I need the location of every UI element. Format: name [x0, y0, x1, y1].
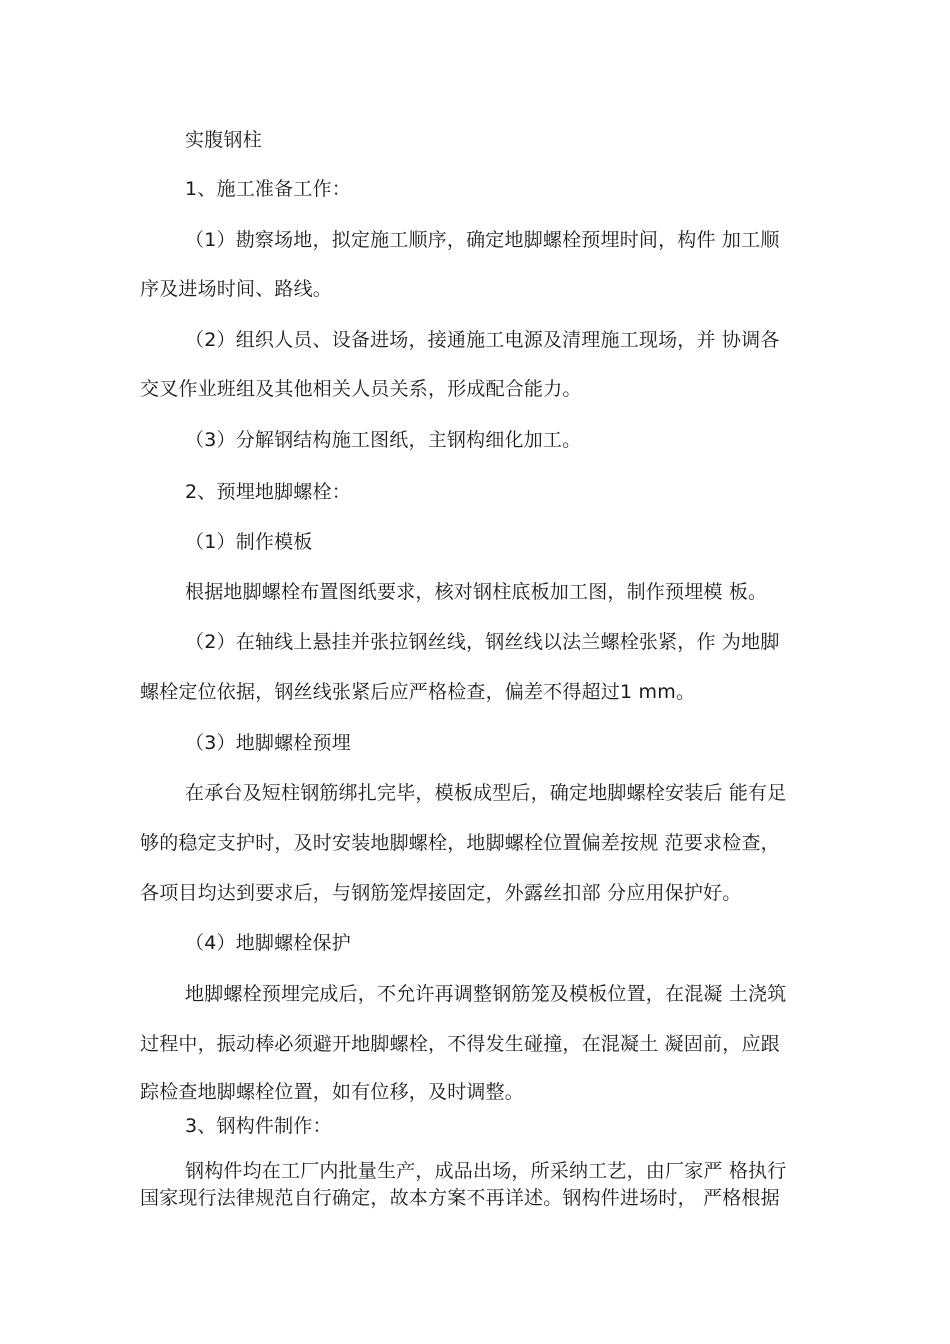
paragraph-line: 交叉作业班组及其他相关人员关系，形成配合能力。 [140, 378, 582, 400]
paragraph-line: 序及进场时间、路线。 [140, 278, 333, 300]
section-title: 实腹钢柱 [185, 129, 262, 151]
paragraph-line: 地脚螺栓预埋完成后，不允许再调整钢筋笼及模板位置，在混凝 土浇筑 [185, 983, 787, 1005]
paragraph-line: 国家现行法律规范自行确定，故本方案不再详述。钢构件进场时， 严格根据 [140, 1187, 780, 1209]
subheading: （3）地脚螺栓预埋 [185, 732, 351, 754]
paragraph-line: （1）勘察场地，拟定施工顺序，确定地脚螺栓预埋时间，构件 加工顺 [185, 229, 780, 251]
paragraph-line: （2）在轴线上悬挂并张拉钢丝线，钢丝线以法兰螺栓张紧，作 为地脚 [185, 631, 780, 653]
paragraph-line: 踪检查地脚螺栓位置，如有位移，及时调整。 [140, 1081, 525, 1103]
heading-2: 2、预埋地脚螺栓： [185, 481, 351, 503]
heading-1: 1、施工准备工作： [185, 178, 351, 200]
paragraph-line: 各项目均达到要求后，与钢筋笼焊接固定，外露丝扣部 分应用保护好。 [140, 882, 742, 904]
heading-3: 3、钢构件制作： [185, 1115, 332, 1137]
paragraph-line: （3）分解钢结构施工图纸，主钢构细化加工。 [185, 429, 582, 451]
paragraph-line: 螺栓定位依据，钢丝线张紧后应严格检查，偏差不得超过1 mm。 [140, 681, 696, 703]
subheading: （4）地脚螺栓保护 [185, 932, 351, 954]
subheading: （1）制作模板 [185, 531, 313, 553]
paragraph-line: （2）组织人员、设备进场，接通施工电源及清理施工现场，并 协调各 [185, 329, 780, 351]
paragraph-line: 根据地脚螺栓布置图纸要求，核对钢柱底板加工图，制作预埋模 板。 [185, 581, 768, 603]
paragraph-line: 在承台及短柱钢筋绑扎完毕，模板成型后，确定地脚螺栓安装后 能有足 [185, 782, 787, 804]
paragraph-line: 钢构件均在工厂内批量生产，成品出场，所采纳工艺，由厂家严 格执行 [185, 1160, 787, 1182]
paragraph-line: 够的稳定支护时，及时安装地脚螺栓，地脚螺栓位置偏差按规 范要求检查， [140, 832, 780, 854]
paragraph-line: 过程中，振动棒必须避开地脚螺栓，不得发生碰撞，在混凝土 凝固前，应跟 [140, 1033, 780, 1055]
